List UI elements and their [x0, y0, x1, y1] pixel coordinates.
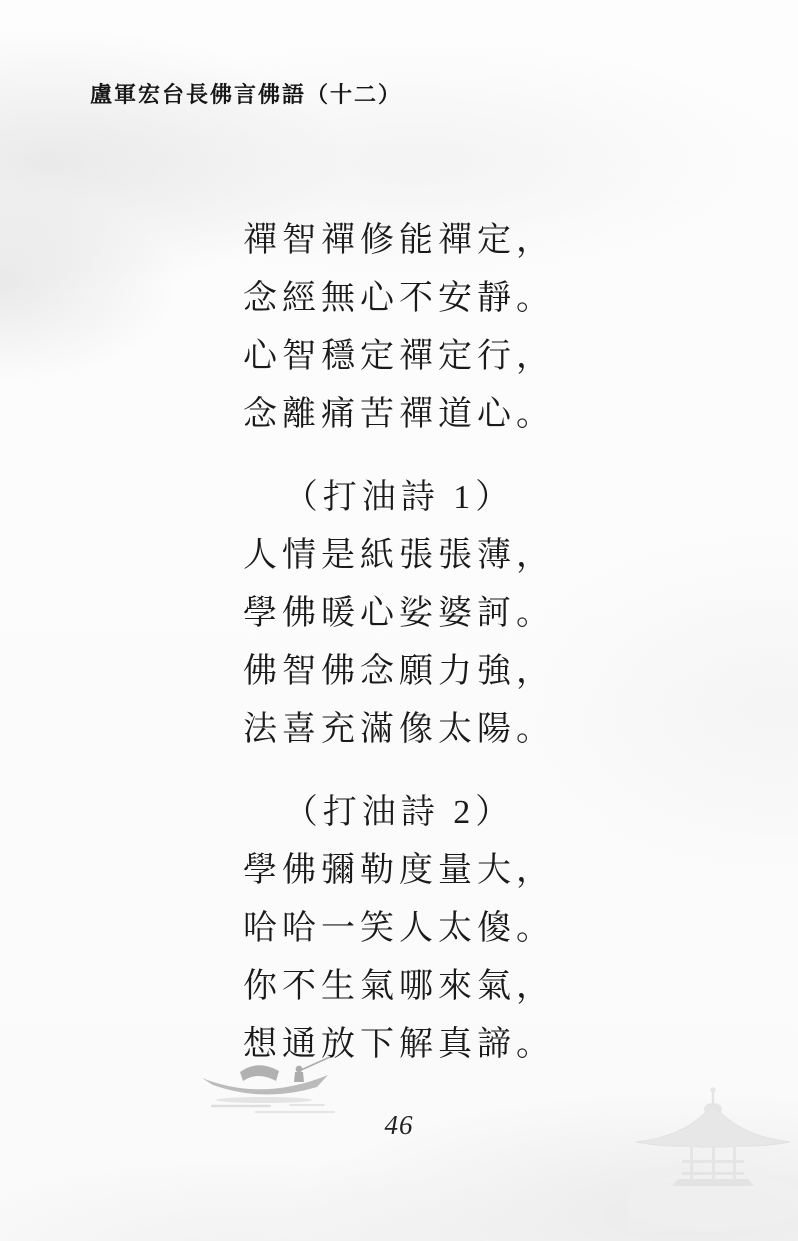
- poem-text-block: [0, 212, 798, 1074]
- poem-heading: （打油詩 2）: [283, 794, 515, 831]
- poem-line: 學佛彌勒度量大，: [243, 852, 555, 889]
- poem-line: 念經無心不安靜。: [243, 280, 555, 317]
- poem-stanza: [0, 212, 798, 444]
- poem-line: 心智穩定禪定行，: [243, 338, 555, 375]
- poem-line: 你不生氣哪來氣，: [243, 968, 555, 1005]
- page-number: 46: [384, 1110, 414, 1140]
- poem-line: 想通放下解真諦。: [243, 1026, 555, 1063]
- poem-stanza: [0, 469, 798, 759]
- poem-heading: （打油詩 1）: [283, 479, 515, 516]
- poem-line: 禪智禪修能禪定，: [243, 222, 555, 259]
- poem-line: 佛智佛念願力強，: [243, 653, 555, 690]
- pavilion-ink-wash-icon: [628, 1082, 798, 1232]
- poem-line: 人情是紙張張薄，: [243, 537, 555, 574]
- poem-line: 法喜充滿像太陽。: [243, 711, 555, 748]
- poem-line: 哈哈一笑人太傻。: [243, 910, 555, 947]
- poem-line: 學佛暖心娑婆訶。: [243, 595, 555, 632]
- poem-stanza: [0, 784, 798, 1074]
- running-head-title: 盧軍宏台長佛言佛語（十二）: [90, 82, 403, 107]
- poem-line: 念離痛苦禪道心。: [243, 396, 555, 433]
